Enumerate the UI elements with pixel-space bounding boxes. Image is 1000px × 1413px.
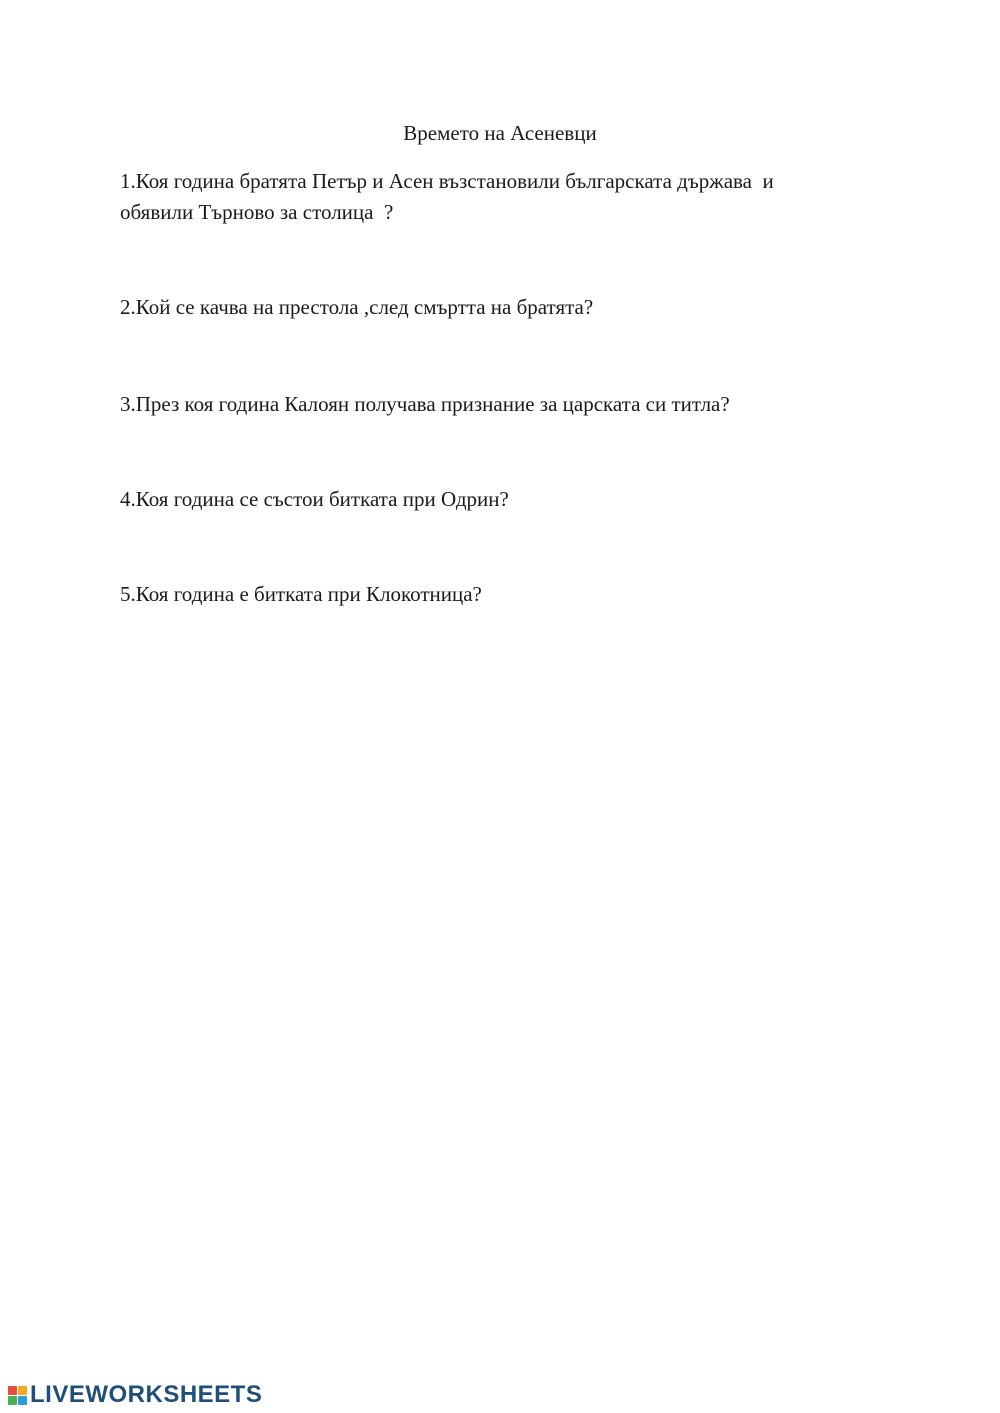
logo-block-red	[8, 1386, 17, 1395]
logo-block-green	[8, 1396, 17, 1405]
liveworksheets-logo[interactable]	[8, 1380, 262, 1410]
logo-block-blue	[18, 1396, 27, 1405]
brand-name: LIVEWORKSHEETS	[30, 1381, 263, 1408]
page-title: Времето на Асеневци	[403, 121, 597, 145]
question-5: 5.Коя година е битката при Клокотница?	[120, 582, 482, 606]
question-2: 2.Кой се качва на престола ,след смъртта на братята?	[120, 295, 594, 319]
question-1: 1.Коя година братята Петър и Асен възстановили българската държава и обявили Търново за столица ?	[120, 169, 774, 224]
liveworksheets-blocks-icon	[8, 1386, 27, 1405]
question-3: 3.През коя година Калоян получава признание за царската си титла?	[120, 392, 730, 416]
question-4: 4.Коя година се състои битката при Одрин?	[120, 487, 509, 511]
logo-block-orange	[18, 1386, 27, 1395]
